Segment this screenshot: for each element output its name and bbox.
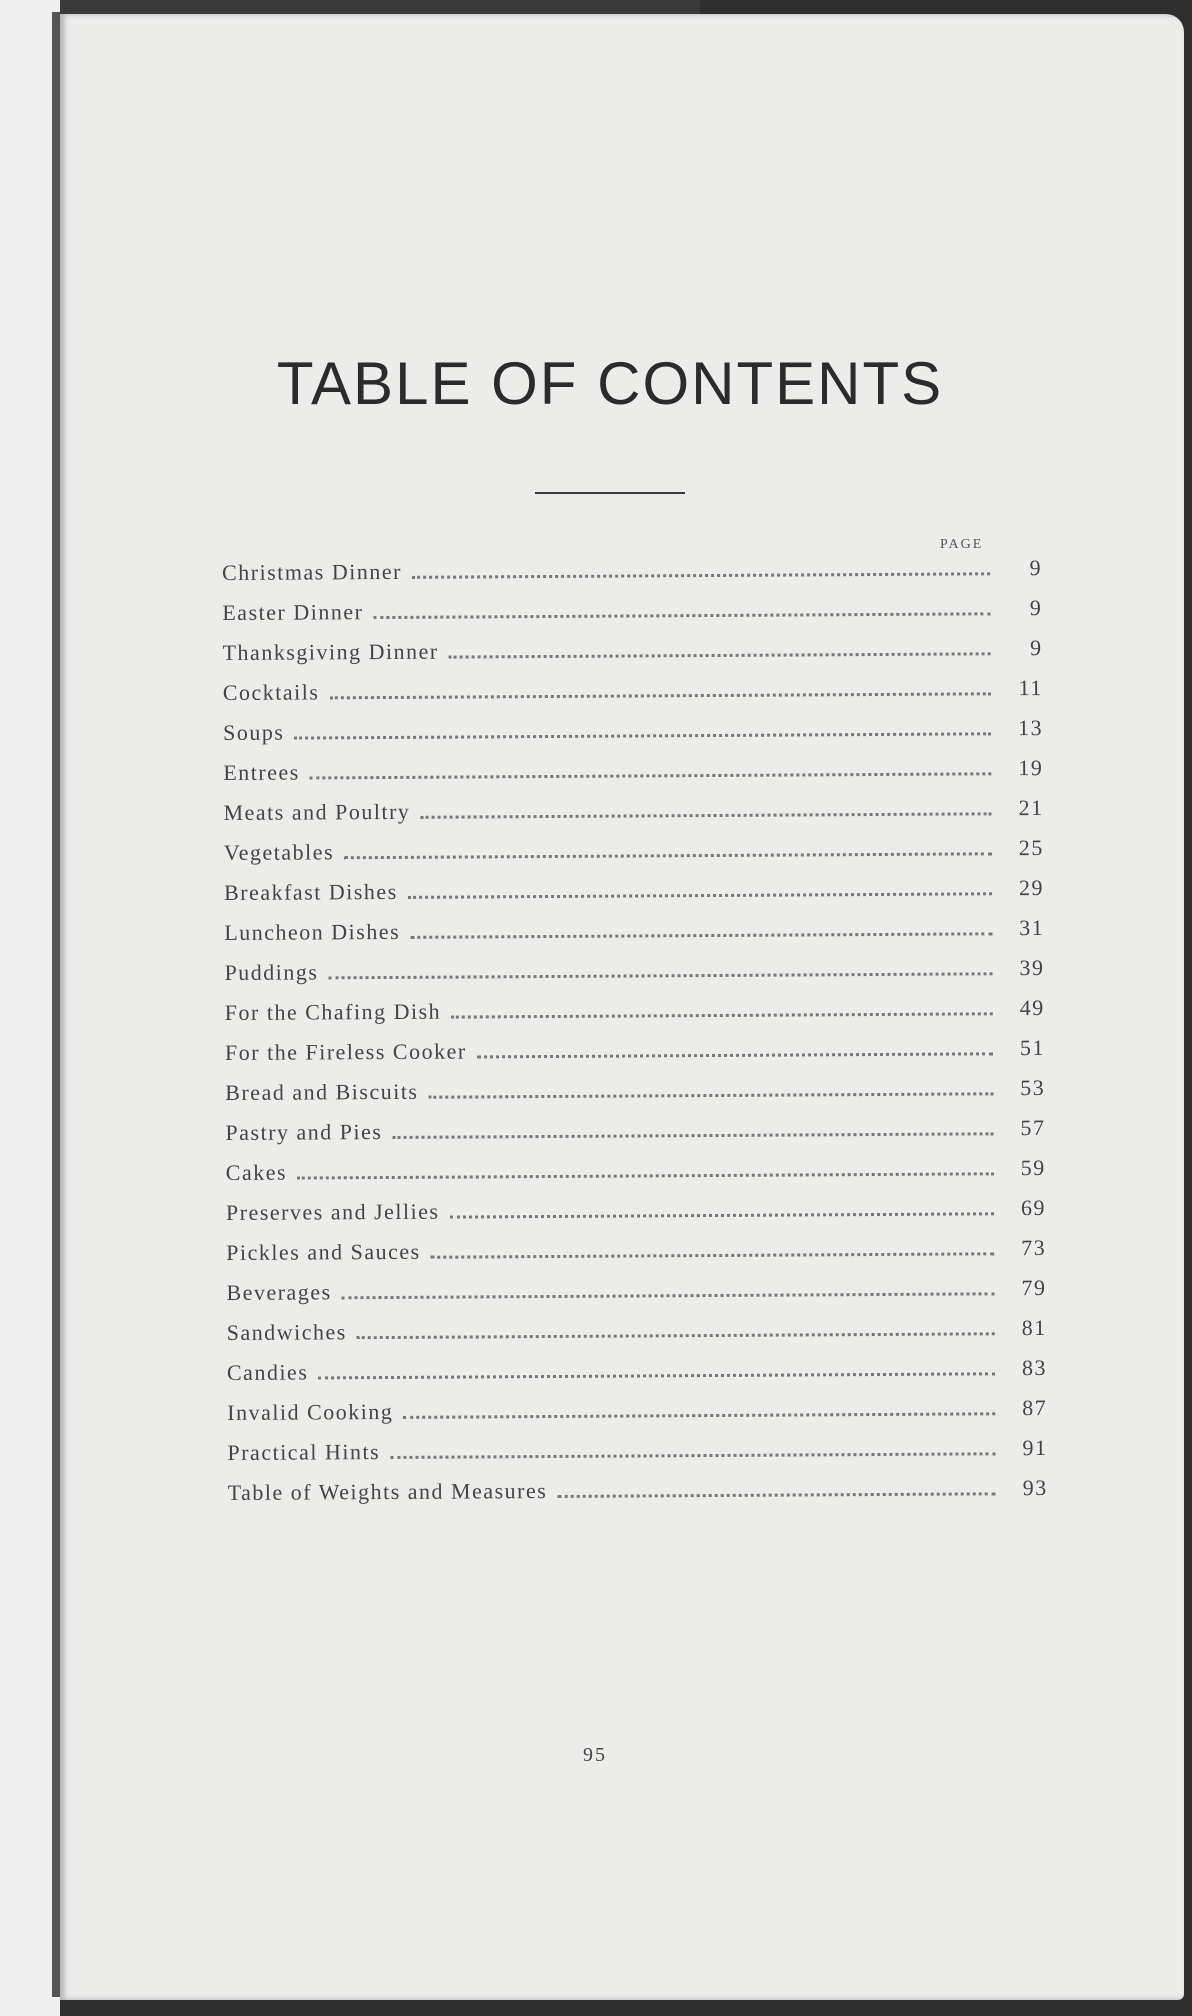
toc-entry-title: Preserves and Jellies [225,1198,440,1225]
dot-leader [412,572,990,579]
dot-leader [390,1452,995,1459]
toc-entry-title: Entrees [223,759,300,785]
toc-entry[interactable] [227,1435,1047,1480]
toc-entry-title: Pastry and Pies [225,1119,383,1145]
dot-leader [294,732,991,739]
toc-entry[interactable] [223,715,1043,760]
toc-entry-page: 49 [1019,994,1045,1021]
toc-entry-page: 21 [1018,794,1044,821]
dot-leader [344,852,992,859]
toc-entry-page: 51 [1019,1034,1046,1061]
toc-entry-page: 83 [1021,1354,1048,1381]
toc-entry[interactable] [222,635,1042,680]
toc-entry-page: 11 [1018,674,1043,701]
toc-entry-title: Cakes [225,1159,288,1185]
dot-leader [342,1292,995,1299]
toc-entry[interactable] [224,955,1044,1000]
toc-entry[interactable] [227,1315,1047,1360]
toc-entry[interactable] [228,1475,1048,1520]
dot-leader [297,1172,994,1179]
toc-entry[interactable] [222,595,1042,640]
toc-entry-title: Breakfast Dishes [223,878,398,905]
toc-entry[interactable] [224,875,1044,920]
toc-entry-page: 93 [1022,1474,1048,1501]
toc-entry-page: 87 [1022,1394,1048,1421]
toc-entry[interactable] [226,1195,1046,1240]
toc-entry-title: Christmas Dinner [222,558,402,585]
toc-entry[interactable] [226,1155,1046,1200]
toc-entry-page: 9 [1029,554,1043,581]
toc-entry-page: 73 [1021,1234,1047,1261]
dot-leader [310,772,992,779]
toc-entry-page: 53 [1020,1074,1046,1101]
book-page [60,14,1184,2000]
toc-entry[interactable] [225,1035,1045,1080]
toc-entry-title: Sandwiches [226,1319,347,1345]
toc-entry[interactable] [224,915,1044,960]
dot-leader [420,812,991,818]
toc-entry-title: Pickles and Sauces [226,1238,421,1265]
dot-leader [357,1332,995,1339]
toc-entry-page: 79 [1021,1274,1047,1301]
toc-entry-title: Candies [226,1359,309,1385]
dot-leader [329,692,990,699]
toc-entry-page: 29 [1018,874,1045,901]
toc-entry[interactable] [226,1235,1046,1280]
toc-entry-title: Beverages [226,1279,332,1305]
toc-entry-title: Puddings [224,959,319,985]
toc-entry-title: Invalid Cooking [227,1398,394,1425]
page-title: TABLE OF CONTENTS [276,350,944,417]
dot-leader [328,972,992,979]
book-spine [52,12,60,1997]
dot-leader [392,1132,993,1139]
toc-entry[interactable] [223,675,1043,720]
toc-entry-page: 9 [1029,634,1043,661]
dot-leader [477,1052,993,1058]
toc-entry-title: Meats and Poultry [223,798,411,825]
toc-entry[interactable] [227,1355,1047,1400]
toc-entry[interactable] [224,835,1044,880]
toc-entry-title: Soups [222,719,285,745]
dot-leader [450,1212,994,1218]
toc-entry-title: Luncheon Dishes [224,918,401,945]
facing-page-edge [0,0,60,2016]
toc-entry[interactable] [222,555,1042,600]
dot-leader [449,652,991,658]
toc-entry-title: Thanksgiving Dinner [222,638,439,665]
toc-entry-page: 31 [1019,914,1045,941]
toc-entry-page: 59 [1020,1154,1046,1181]
toc-entry-title: Bread and Biscuits [225,1078,419,1105]
toc-entry-title: Easter Dinner [222,599,364,625]
dot-leader [410,932,992,939]
toc-entry-page: 13 [1017,714,1044,741]
toc-entry-title: Vegetables [223,839,335,865]
dot-leader [408,892,992,899]
toc-entry-page: 25 [1018,834,1044,861]
toc-entry-page: 81 [1021,1314,1047,1341]
dot-leader [318,1372,995,1379]
toc-entry[interactable] [225,1115,1045,1160]
toc-entry-title: Practical Hints [227,1439,381,1465]
toc-entry-page: 91 [1022,1434,1048,1461]
toc-entry[interactable] [225,995,1045,1040]
toc-entry[interactable] [223,755,1043,800]
toc-entry-page: 69 [1020,1194,1047,1221]
dot-leader [373,612,990,619]
toc-entry-page: 39 [1019,954,1045,981]
page-number: 95 [583,1744,607,1766]
toc-entry-title: For the Fireless Cooker [224,1038,467,1065]
dot-leader [451,1012,993,1018]
toc-entry-title: For the Chafing Dish [224,998,442,1025]
toc-entry-title: Cocktails [222,679,320,705]
dot-leader [431,1252,995,1258]
toc-entry[interactable] [225,1075,1045,1120]
toc-entry[interactable] [226,1275,1046,1320]
page-column-label: PAGE [940,537,984,552]
toc-entry-page: 57 [1020,1114,1046,1141]
contents-list [222,555,1048,1520]
toc-entry-page: 19 [1018,754,1044,781]
dot-leader [557,1492,995,1498]
toc-entry[interactable] [227,1395,1047,1440]
toc-entry-page: 9 [1029,594,1043,621]
dot-leader [428,1092,993,1098]
title-rule [535,492,685,494]
toc-entry-title: Table of Weights and Measures [227,1478,548,1505]
toc-entry[interactable] [223,795,1043,840]
dot-leader [403,1412,995,1419]
